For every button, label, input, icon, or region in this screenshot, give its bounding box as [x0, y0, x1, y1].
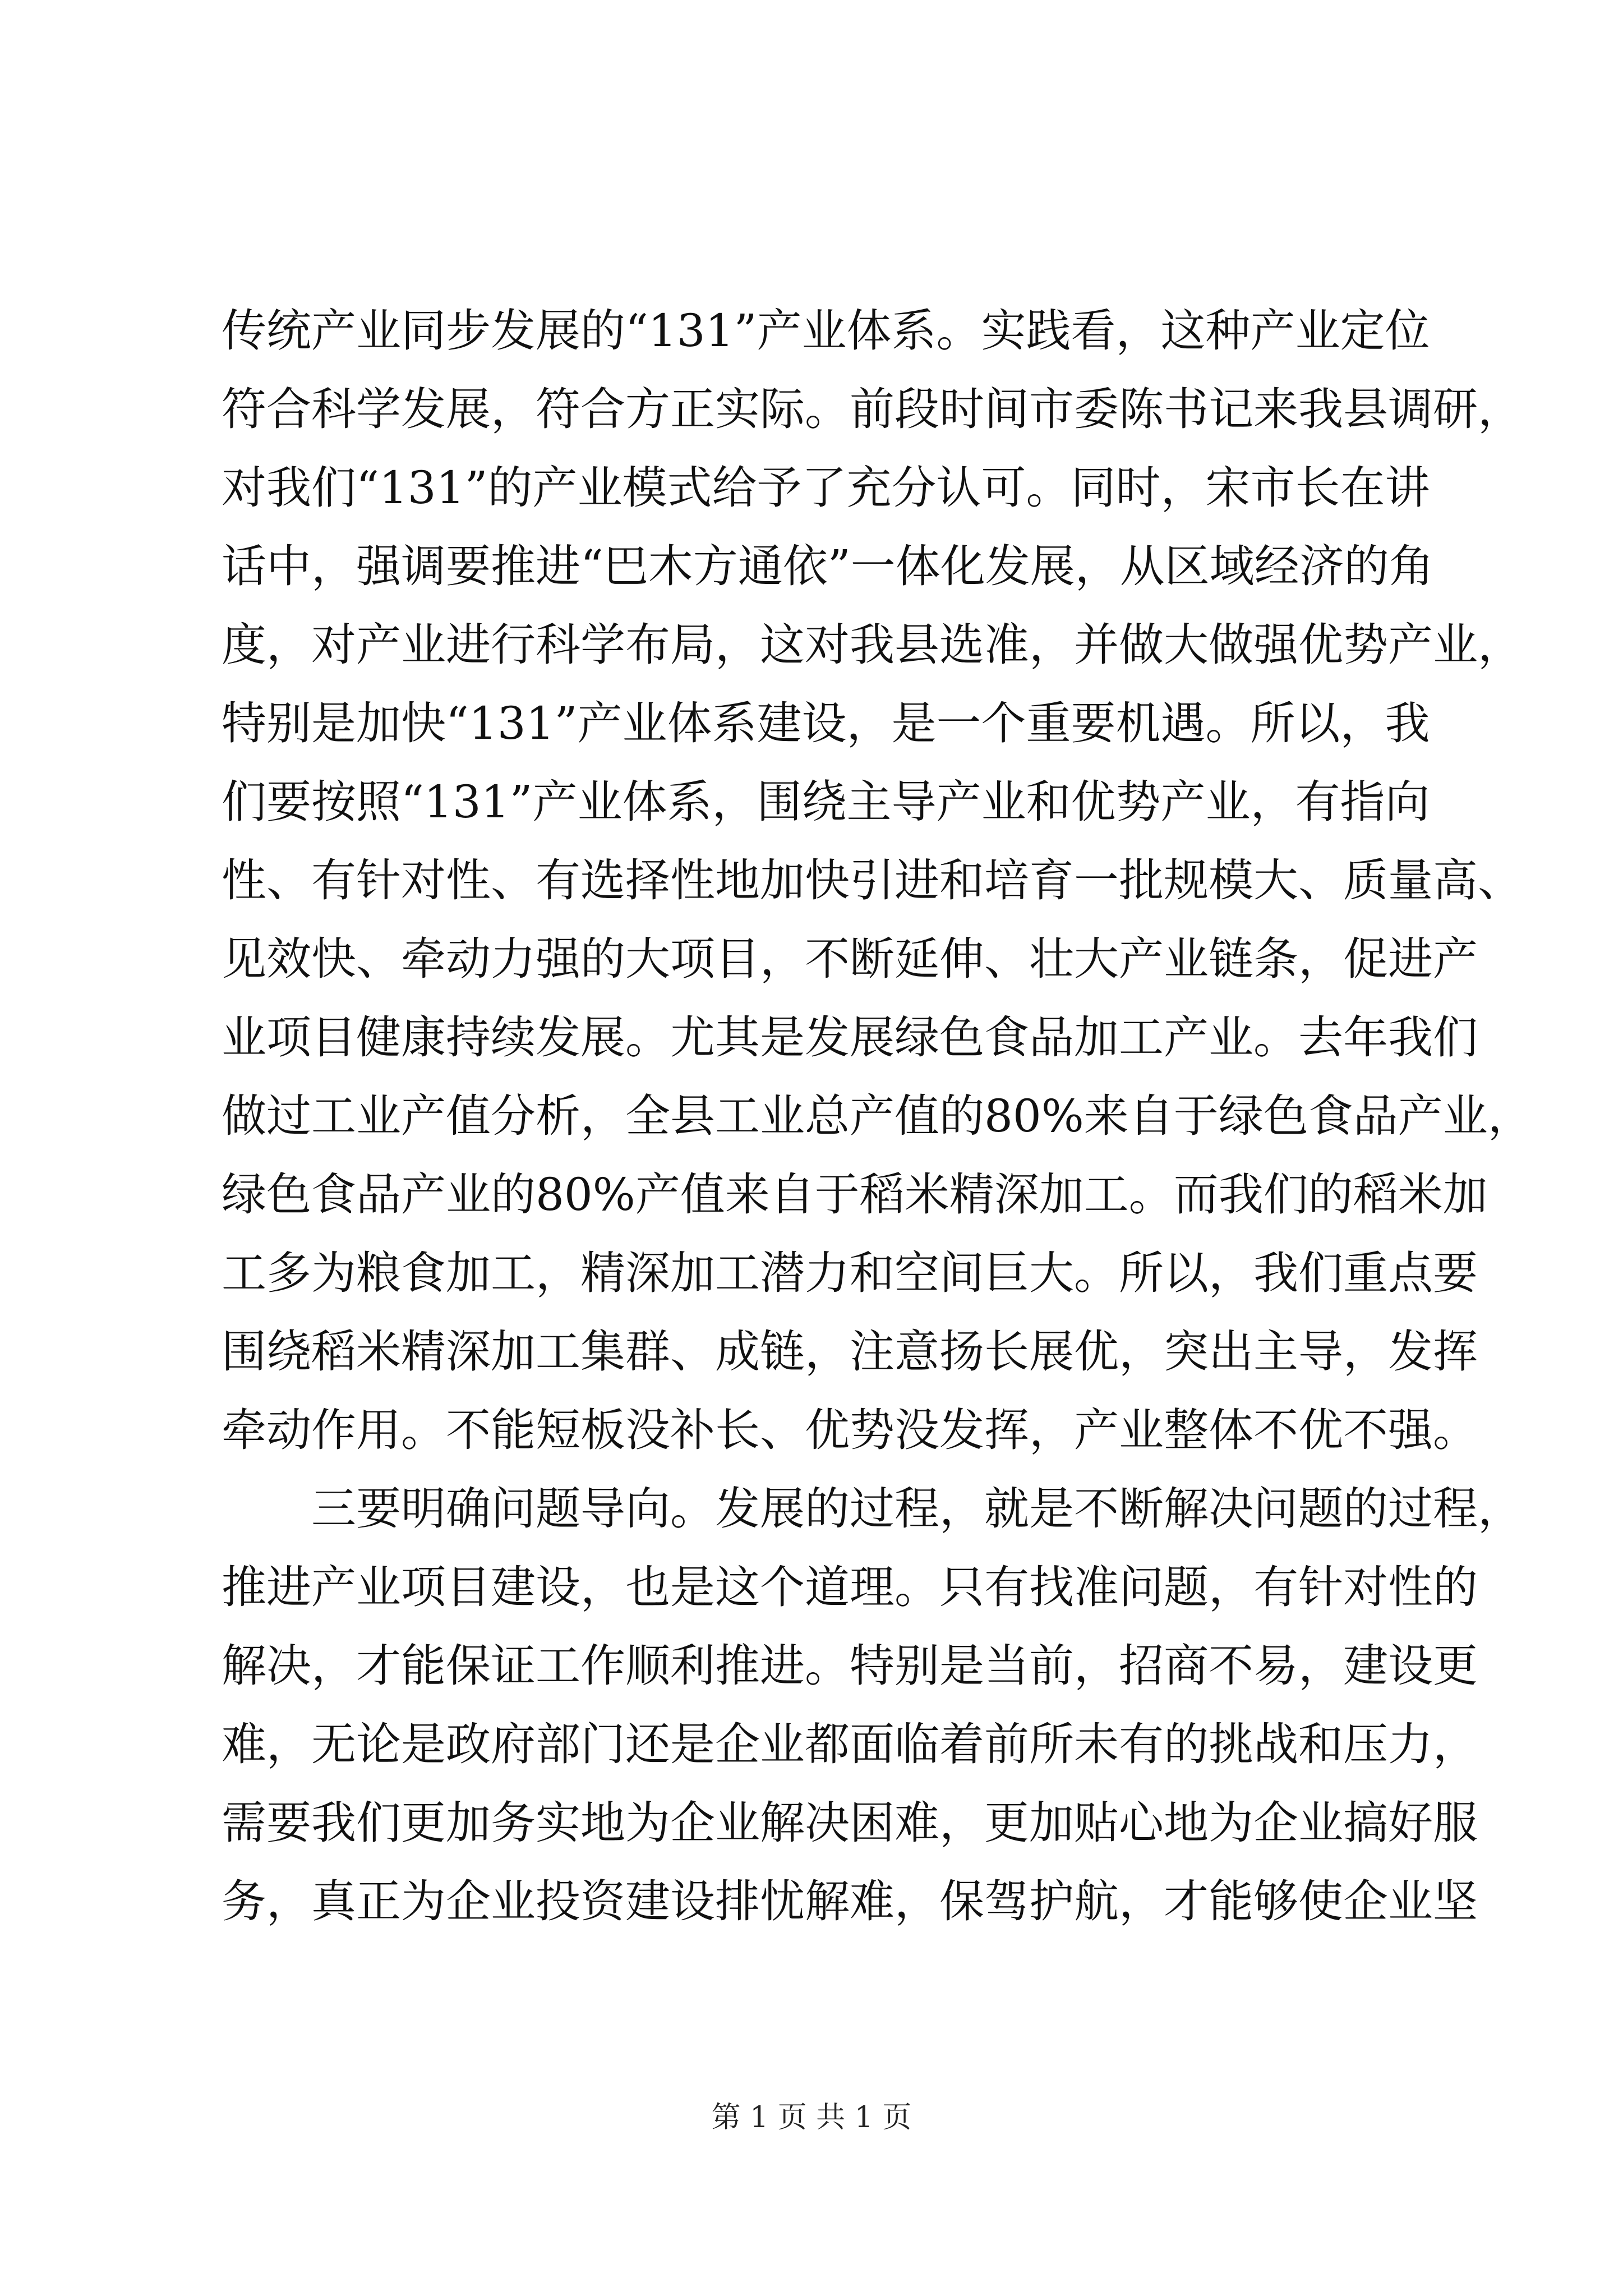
- text-line-8: 性、有针对性、有选择性地加快引进和培育一批规模大、质量高、: [222, 854, 1523, 907]
- text-line-20: 需要我们更加务实地为企业解决困难，更加贴心地为企业搞好服: [222, 1797, 1478, 1849]
- text-line-5: 度，对产业进行科学布局，这对我县选准，并做大做强优势产业，: [222, 619, 1523, 671]
- text-line-14: 围绕稻米精深加工集群、成链，注意扬长展优，突出主导，发挥: [222, 1326, 1478, 1378]
- text-line-12: 绿色食品产业的80%产值来自于稻米精深加工。而我们的稻米加: [222, 1168, 1488, 1221]
- text-line-19: 难，无论是政府部门还是企业都面临着前所未有的挑战和压力，: [222, 1718, 1478, 1770]
- text-line-4: 话中，强调要推进“巴木方通依”一体化发展，从区域经济的角: [222, 540, 1434, 592]
- text-line-7: 们要按照“131”产业体系，围绕主导产业和优势产业，有指向: [222, 776, 1430, 828]
- text-line-3: 对我们“131”的产业模式给予了充分认可。同时，宋市长在讲: [222, 462, 1430, 514]
- text-line-1: 传统产业同步发展的“131”产业体系。实践看，这种产业定位: [222, 305, 1430, 357]
- text-line-11: 做过工业产值分析，全县工业总产值的80%来自于绿色食品产业，: [222, 1090, 1533, 1142]
- text-line-9: 见效快、牵动力强的大项目，不断延伸、壮大产业链条，促进产: [222, 933, 1478, 985]
- text-line-10: 业项目健康持续发展。尤其是发展绿色食品加工产业。去年我们: [222, 1011, 1478, 1064]
- text-line-16: 三要明确问题导向。发展的过程，就是不断解决问题的过程，: [311, 1483, 1523, 1535]
- text-line-15: 牵动作用。不能短板没补长、优势没发挥，产业整体不优不强。: [222, 1404, 1478, 1456]
- text-line-13: 工多为粮食加工，精深加工潜力和空间巨大。所以，我们重点要: [222, 1247, 1478, 1299]
- text-line-2: 符合科学发展，符合方正实际。前段时间市委陈书记来我县调研，: [222, 383, 1523, 435]
- text-line-17: 推进产业项目建设，也是这个道理。只有找准问题，有针对性的: [222, 1561, 1478, 1613]
- page-footer: 第 1 页 共 1 页: [711, 2101, 912, 2134]
- body-text: [222, 292, 1533, 1941]
- text-line-6: 特别是加快“131”产业体系建设，是一个重要机遇。所以，我: [222, 697, 1430, 749]
- text-line-18: 解决，才能保证工作顺利推进。特别是当前，招商不易，建设更: [222, 1640, 1478, 1692]
- text-line-21: 务，真正为企业投资建设排忧解难，保驾护航，才能够使企业坚: [222, 1875, 1478, 1927]
